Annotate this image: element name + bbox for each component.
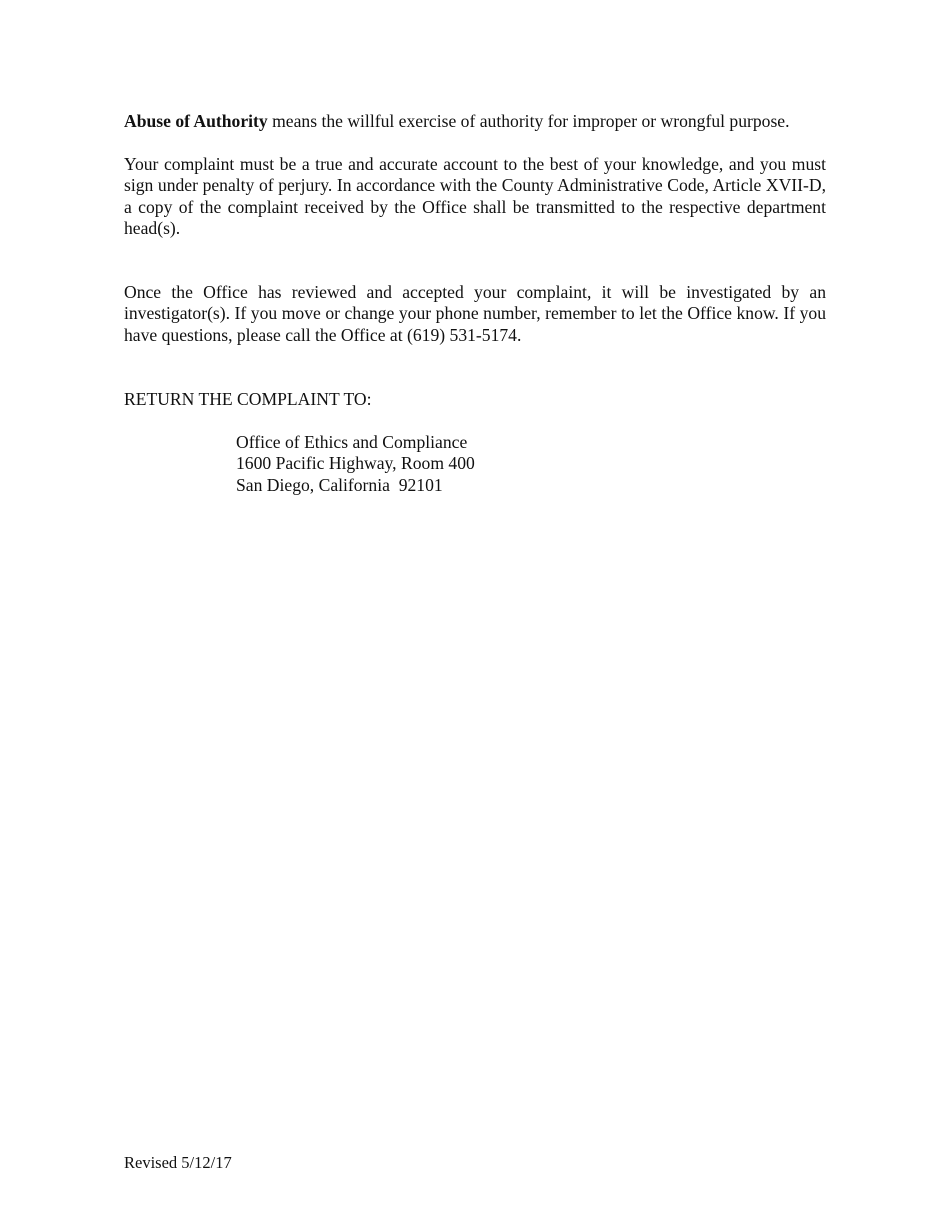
document-body bbox=[124, 111, 826, 496]
abuse-of-authority-paragraph bbox=[124, 111, 826, 133]
address-line-office: Office of Ethics and Compliance bbox=[236, 431, 468, 452]
address-line-street: 1600 Pacific Highway, Room 400 bbox=[236, 453, 475, 473]
abuse-of-authority-definition: means the willful exercise of authority for improper or wrongful purpose. bbox=[267, 111, 790, 131]
abuse-of-authority-term: Abuse of Authority bbox=[124, 111, 268, 131]
return-address bbox=[236, 432, 826, 497]
return-complaint-heading: RETURN THE COMPLAINT TO: bbox=[124, 389, 372, 409]
investigation-paragraph: Once the Office has reviewed and accepted your complaint, it will be investigated by an investigator(s). If you move or change your phone number, remember to let the Office know. If you have questions, please call the Office at (619) 531-5174. bbox=[124, 281, 826, 345]
revision-footer: Revised 5/12/17 bbox=[124, 1153, 232, 1172]
complaint-requirements-paragraph: Your complaint must be a true and accurate account to the best of your knowledge, and you must sign under penalty of perjury. In accordance with the County Administrative Code, Article XVII-D, a copy of the complaint received by the Office shall be transmitted to the respective department head(s). bbox=[124, 153, 826, 238]
address-line-city: San Diego, California 92101 bbox=[236, 474, 443, 495]
